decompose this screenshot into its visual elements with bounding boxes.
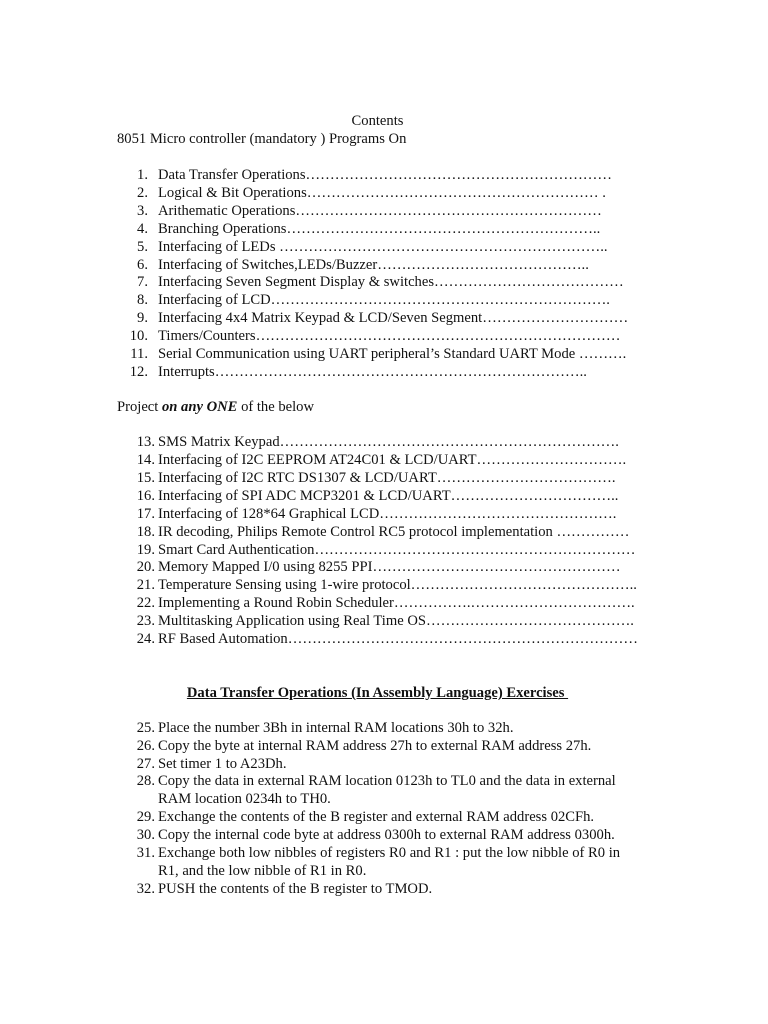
item-number: 21.	[136, 577, 155, 593]
item-text: Implementing a Round Robin Scheduler…………….…………………………….	[158, 595, 635, 611]
item-number: 15.	[136, 470, 155, 486]
item-number: 27.	[136, 756, 155, 772]
item-number: 6.	[137, 257, 148, 273]
exercise-heading: Data Transfer Operations (In Assembly Language) Exercises	[186, 685, 569, 701]
item-text: Interfacing of LCD…………………………………………………………….	[158, 292, 610, 308]
project-line-prefix: Project	[117, 399, 162, 415]
item-number: 2.	[137, 185, 148, 201]
item-number: 23.	[136, 613, 155, 629]
item-text: Exchange the contents of the B register and external RAM address 02CFh.	[158, 809, 595, 825]
item-text: Interfacing Seven Segment Display & switches…………………………………	[158, 274, 624, 290]
item-text: Interfacing of Switches,LEDs/Buzzer……………………………………..	[158, 257, 589, 273]
item-text: Exchange both low nibbles of registers R0 and R1 : put the low nibble of R0 in R1, and the low nibble of R1 in R0.	[158, 845, 621, 879]
item-text: Copy the data in external RAM location 0123h to TL0 and the data in external RAM location 0234h to TH0.	[158, 773, 616, 807]
item-number: 4.	[137, 221, 148, 237]
item-text: Temperature Sensing using 1-wire protocol………………………………………..	[158, 577, 637, 593]
item-number: 12.	[129, 364, 148, 380]
item-text: Branching Operations………………………………………………………..	[158, 221, 601, 237]
item-text: Multitasking Application using Real Time OS…………………………………….	[158, 613, 634, 629]
item-text: Timers/Counters…………………………………………………………………	[158, 328, 621, 344]
item-text: Logical & Bit Operations…………………………………………………… .	[158, 185, 606, 201]
item-text: Memory Mapped I/0 using 8255 PPI……………………………………………	[158, 559, 621, 575]
project-line-emphasis: on any ONE	[162, 399, 238, 415]
item-text: Copy the internal code byte at address 0300h to external RAM address 0300h.	[158, 827, 615, 843]
item-number: 13.	[136, 434, 155, 450]
item-text: RF Based Automation………………………………………………………………	[158, 631, 638, 647]
item-text: Set timer 1 to A23Dh.	[158, 756, 287, 772]
item-text: Place the number 3Bh in internal RAM locations 30h to 32h.	[158, 720, 514, 736]
item-number: 29.	[136, 809, 155, 825]
item-number: 3.	[137, 203, 148, 219]
item-number: 26.	[136, 738, 155, 754]
item-number: 20.	[136, 559, 155, 575]
item-text: Interfacing of I2C EEPROM AT24C01 & LCD/UART………………………….	[158, 452, 627, 468]
item-number: 31.	[136, 845, 155, 861]
intro-line: 8051 Micro controller (mandatory ) Programs On	[117, 131, 407, 147]
item-number: 17.	[136, 506, 155, 522]
item-number: 30.	[136, 827, 155, 843]
item-number: 28.	[136, 773, 155, 789]
item-text: Data Transfer Operations………………………………………………………	[158, 167, 612, 183]
item-number: 8.	[137, 292, 148, 308]
item-number: 19.	[136, 542, 155, 558]
project-line	[117, 398, 314, 416]
item-number: 7.	[137, 274, 148, 290]
item-text: Interrupts…………………………………………………………………..	[158, 364, 587, 380]
item-text: Serial Communication using UART peripheral’s Standard UART Mode ……….	[158, 346, 627, 362]
item-text: Interfacing of LEDs …………………………………………………………..	[158, 239, 608, 255]
item-number: 24.	[136, 631, 155, 647]
item-text: IR decoding, Philips Remote Control RC5 protocol implementation ……………	[158, 524, 630, 540]
contents-title: Contents	[351, 113, 404, 129]
item-text: Interfacing 4x4 Matrix Keypad & LCD/Seven Segment…………………………	[158, 310, 629, 326]
item-number: 14.	[136, 452, 155, 468]
item-number: 22.	[136, 595, 155, 611]
item-text: Interfacing of 128*64 Graphical LCD………………………………………….	[158, 506, 617, 522]
item-number: 1.	[137, 167, 148, 183]
item-text: PUSH the contents of the B register to TMOD.	[158, 881, 433, 897]
item-text: Smart Card Authentication…………………………………………………………	[158, 542, 636, 558]
item-number: 11.	[130, 346, 148, 362]
item-text: Arithematic Operations………………………………………………………	[158, 203, 602, 219]
project-line-suffix: of the below	[237, 399, 315, 415]
item-text: SMS Matrix Keypad…………………………………………………………….	[158, 434, 619, 450]
item-text: Interfacing of I2C RTC DS1307 & LCD/UART……………………………….	[158, 470, 616, 486]
item-number: 25.	[136, 720, 155, 736]
item-number: 9.	[137, 310, 148, 326]
item-number: 10.	[129, 328, 148, 344]
item-text: Copy the byte at internal RAM address 27h to external RAM address 27h.	[158, 738, 592, 754]
item-number: 18.	[136, 524, 155, 540]
item-number: 5.	[137, 239, 148, 255]
item-number: 32.	[136, 881, 155, 897]
item-number: 16.	[136, 488, 155, 504]
item-text: Interfacing of SPI ADC MCP3201 & LCD/UART……………………………..	[158, 488, 619, 504]
